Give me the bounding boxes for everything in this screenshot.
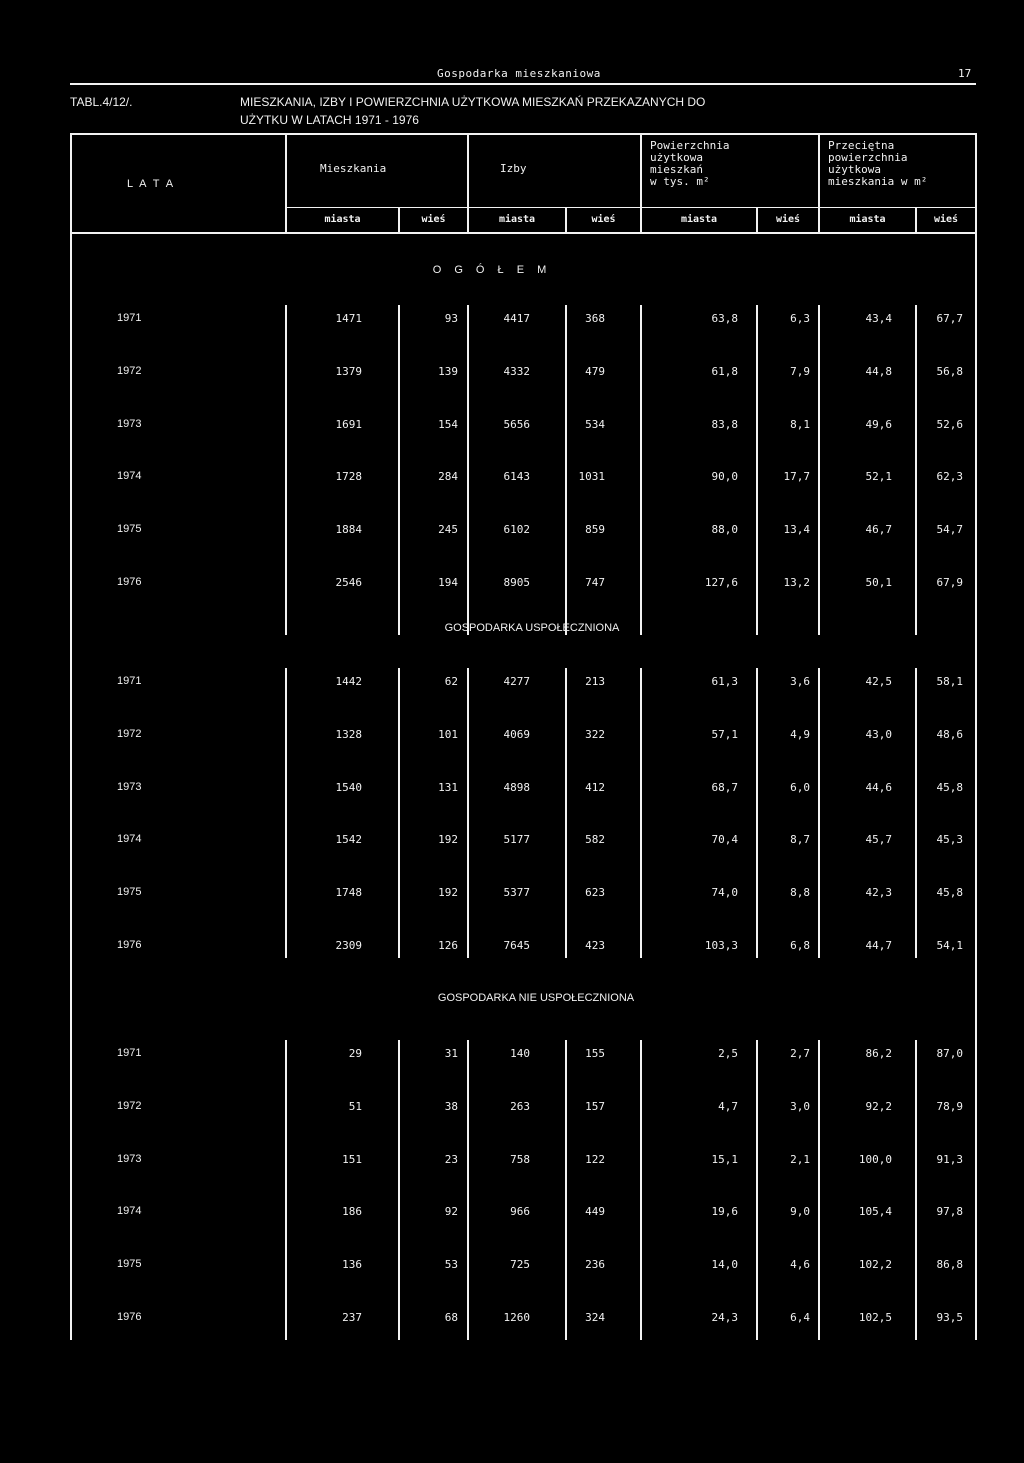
value-cell: 63,8 [711,312,738,325]
value-cell: 1540 [335,780,362,794]
value-cell: 67,9 [936,576,963,589]
value-cell: 45,8 [936,886,963,900]
value-cell: 97,8 [936,1205,963,1219]
subheader-powierzchnia-miasta: miasta [680,214,718,225]
value-cell: 213 [585,675,605,688]
value-cell: 322 [585,727,605,741]
section-title-uspoleczniona: GOSPODARKA USPOŁECZNIONA [444,622,620,634]
value-cell: 747 [585,576,605,589]
value-cell: 29 [348,1047,362,1060]
subheader-przecietna-miasta: miasta [849,214,886,225]
table-row [0,886,1024,904]
value-cell: 4898 [503,780,530,794]
value-cell: 192 [438,833,458,847]
value-cell: 13,4 [783,523,810,537]
value-cell: 1260 [503,1311,530,1324]
value-cell: 966 [510,1205,530,1219]
year-cell: 1973 [117,1152,142,1165]
header-przecietna: Przeciętna powierzchnia użytkowa mieszkania w m² [828,139,928,188]
value-cell: 54,7 [936,523,963,537]
table-label: TABL.4/12/. [70,95,133,109]
table-row [0,1205,1024,1223]
value-cell: 13,2 [783,576,810,589]
table-row [0,1047,1024,1065]
value-cell: 61,8 [711,364,738,378]
value-cell: 50,1 [865,576,892,589]
value-cell: 78,9 [936,1099,963,1113]
value-cell: 1471 [335,312,362,325]
value-cell: 4,7 [718,1099,738,1113]
value-cell: 103,3 [704,939,738,952]
value-cell: 479 [585,364,605,378]
value-cell: 2,1 [790,1152,810,1166]
value-cell: 62 [444,675,458,688]
value-cell: 44,6 [865,780,892,794]
value-cell: 68 [444,1311,458,1324]
value-cell: 8905 [503,576,530,589]
value-cell: 6,3 [790,312,810,325]
value-cell: 43,0 [865,727,892,741]
year-cell: 1971 [117,1047,142,1059]
subheader-mieszkania-miasta: miasta [324,214,361,225]
value-cell: 157 [585,1099,605,1113]
value-cell: 2309 [335,939,362,952]
year-cell: 1974 [117,1205,142,1218]
table-row [0,675,1024,693]
value-cell: 758 [510,1152,530,1166]
value-cell: 245 [438,523,458,537]
value-cell: 4277 [503,675,530,688]
value-cell: 8,8 [790,886,810,900]
value-cell: 139 [438,364,458,378]
value-cell: 236 [585,1258,605,1272]
table-row [0,1258,1024,1276]
year-cell: 1976 [117,576,142,588]
value-cell: 42,5 [865,675,892,688]
value-cell: 4,6 [790,1258,810,1272]
value-cell: 101 [438,727,458,741]
running-title: Gospodarka mieszkaniowa [437,67,601,80]
value-cell: 263 [510,1099,530,1113]
year-cell: 1973 [117,780,142,793]
table-row [0,418,1024,436]
value-cell: 1728 [335,470,362,484]
table-row [0,833,1024,851]
year-cell: 1975 [117,523,142,536]
value-cell: 70,4 [711,833,738,847]
value-cell: 3,6 [790,675,810,688]
table-row [0,1100,1024,1118]
value-cell: 192 [438,886,458,900]
value-cell: 100,0 [858,1152,892,1166]
value-cell: 93 [444,312,458,325]
value-cell: 23 [444,1152,458,1166]
value-cell: 859 [585,523,605,537]
year-cell: 1973 [117,417,142,430]
table-row [0,728,1024,746]
year-cell: 1971 [117,675,142,687]
year-cell: 1971 [117,312,142,324]
value-cell: 52,6 [936,417,963,431]
value-cell: 126 [438,939,458,952]
value-cell: 2546 [335,576,362,589]
value-cell: 24,3 [711,1311,738,1324]
value-cell: 122 [585,1152,605,1166]
value-cell: 1691 [335,417,362,431]
header-powierzchnia: Powierzchnia użytkowa mieszkań w tys. m² [650,139,730,188]
table-row [0,523,1024,541]
value-cell: 2,5 [718,1047,738,1060]
value-cell: 186 [342,1205,362,1219]
value-cell: 1031 [578,470,605,484]
value-cell: 68,7 [711,780,738,794]
value-cell: 155 [585,1047,605,1060]
value-cell: 91,3 [936,1152,963,1166]
value-cell: 623 [585,886,605,900]
value-cell: 62,3 [936,470,963,484]
table-title-line-2: UŻYTKU W LATACH 1971 - 1976 [240,113,419,127]
value-cell: 131 [438,780,458,794]
table-row [0,781,1024,799]
value-cell: 45,3 [936,833,963,847]
value-cell: 7,9 [790,364,810,378]
value-cell: 52,1 [865,470,892,484]
value-cell: 151 [342,1152,362,1166]
section-title-nieuspoleczniona: GOSPODARKA NIE USPOŁECZNIONA [437,992,635,1004]
value-cell: 19,6 [711,1205,738,1219]
value-cell: 53 [444,1258,458,1272]
value-cell: 194 [438,576,458,589]
section-title-ogolem: O G Ó Ł E M [432,264,552,276]
value-cell: 45,7 [865,833,892,847]
year-cell: 1974 [117,833,142,846]
table-title-line-1: MIESZKANIA, IZBY I POWIERZCHNIA UŻYTKOWA MIESZKAŃ PRZEKAZANYCH DO [240,95,706,109]
table-row [0,365,1024,383]
year-cell: 1976 [117,1311,142,1323]
value-cell: 51 [348,1099,362,1113]
value-cell: 86,8 [936,1258,963,1272]
subheader-przecietna-wies: wieś [933,214,959,225]
value-cell: 1748 [335,886,362,900]
value-cell: 87,0 [936,1047,963,1060]
value-cell: 61,3 [711,675,738,688]
value-cell: 4069 [503,727,530,741]
value-cell: 1442 [335,675,362,688]
value-cell: 5377 [503,886,530,900]
table-row [0,1311,1024,1329]
header-lata: L A T A [127,178,176,190]
value-cell: 4332 [503,364,530,378]
year-cell: 1976 [117,939,142,951]
value-cell: 83,8 [711,417,738,431]
value-cell: 92 [444,1205,458,1219]
value-cell: 582 [585,833,605,847]
year-cell: 1975 [117,1258,142,1271]
value-cell: 1542 [335,833,362,847]
value-cell: 90,0 [711,470,738,484]
value-cell: 74,0 [711,886,738,900]
value-cell: 48,6 [936,727,963,741]
value-cell: 42,3 [865,886,892,900]
value-cell: 4,9 [790,727,810,741]
header-mieszkania: Mieszkania [320,162,387,175]
value-cell: 93,5 [936,1311,963,1324]
value-cell: 45,8 [936,780,963,794]
year-cell: 1975 [117,886,142,899]
value-cell: 1379 [335,364,362,378]
value-cell: 102,2 [858,1258,892,1272]
table-row [0,1153,1024,1171]
value-cell: 58,1 [936,675,963,688]
value-cell: 127,6 [704,576,738,589]
value-cell: 140 [510,1047,530,1060]
table-row [0,470,1024,488]
page-number: 17 [958,67,972,80]
value-cell: 44,8 [865,364,892,378]
value-cell: 3,0 [790,1099,810,1113]
value-cell: 44,7 [865,939,892,952]
year-cell: 1972 [117,727,142,740]
table-row [0,939,1024,957]
value-cell: 17,7 [783,470,810,484]
value-cell: 136 [342,1258,362,1272]
value-cell: 43,4 [865,312,892,325]
value-cell: 1884 [335,523,362,537]
value-cell: 237 [342,1311,362,1324]
value-cell: 56,8 [936,364,963,378]
table-row [0,576,1024,594]
value-cell: 4417 [503,312,530,325]
year-cell: 1972 [117,364,142,377]
value-cell: 449 [585,1205,605,1219]
year-cell: 1974 [117,470,142,483]
value-cell: 57,1 [711,727,738,741]
value-cell: 9,0 [790,1205,810,1219]
value-cell: 6143 [503,470,530,484]
value-cell: 102,5 [858,1311,892,1324]
value-cell: 154 [438,417,458,431]
value-cell: 324 [585,1311,605,1324]
value-cell: 15,1 [711,1152,738,1166]
value-cell: 8,1 [790,417,810,431]
subheader-izby-miasta: miasta [498,214,536,225]
header-izby: Izby [500,162,527,175]
value-cell: 86,2 [865,1047,892,1060]
value-cell: 92,2 [865,1099,892,1113]
value-cell: 6,8 [790,939,810,952]
value-cell: 31 [444,1047,458,1060]
value-cell: 6102 [503,523,530,537]
value-cell: 46,7 [865,523,892,537]
value-cell: 8,7 [790,833,810,847]
value-cell: 412 [585,780,605,794]
value-cell: 6,0 [790,780,810,794]
value-cell: 7645 [503,939,530,952]
subheader-mieszkania-wies: wieś [421,214,446,225]
value-cell: 54,1 [936,939,963,952]
value-cell: 49,6 [865,417,892,431]
value-cell: 5177 [503,833,530,847]
value-cell: 725 [510,1258,530,1272]
subheader-izby-wies: wieś [591,214,616,225]
value-cell: 368 [585,312,605,325]
year-cell: 1972 [117,1099,142,1112]
value-cell: 2,7 [790,1047,810,1060]
value-cell: 6,4 [790,1311,810,1324]
top-rule [70,83,976,85]
value-cell: 88,0 [711,523,738,537]
subheader-powierzchnia-wies: wieś [775,214,801,225]
value-cell: 5656 [503,417,530,431]
value-cell: 105,4 [858,1205,892,1219]
value-cell: 1328 [335,727,362,741]
value-cell: 534 [585,417,605,431]
value-cell: 284 [438,470,458,484]
value-cell: 38 [444,1099,458,1113]
value-cell: 14,0 [711,1258,738,1272]
table-row [0,312,1024,330]
value-cell: 67,7 [936,312,963,325]
value-cell: 423 [585,939,605,952]
